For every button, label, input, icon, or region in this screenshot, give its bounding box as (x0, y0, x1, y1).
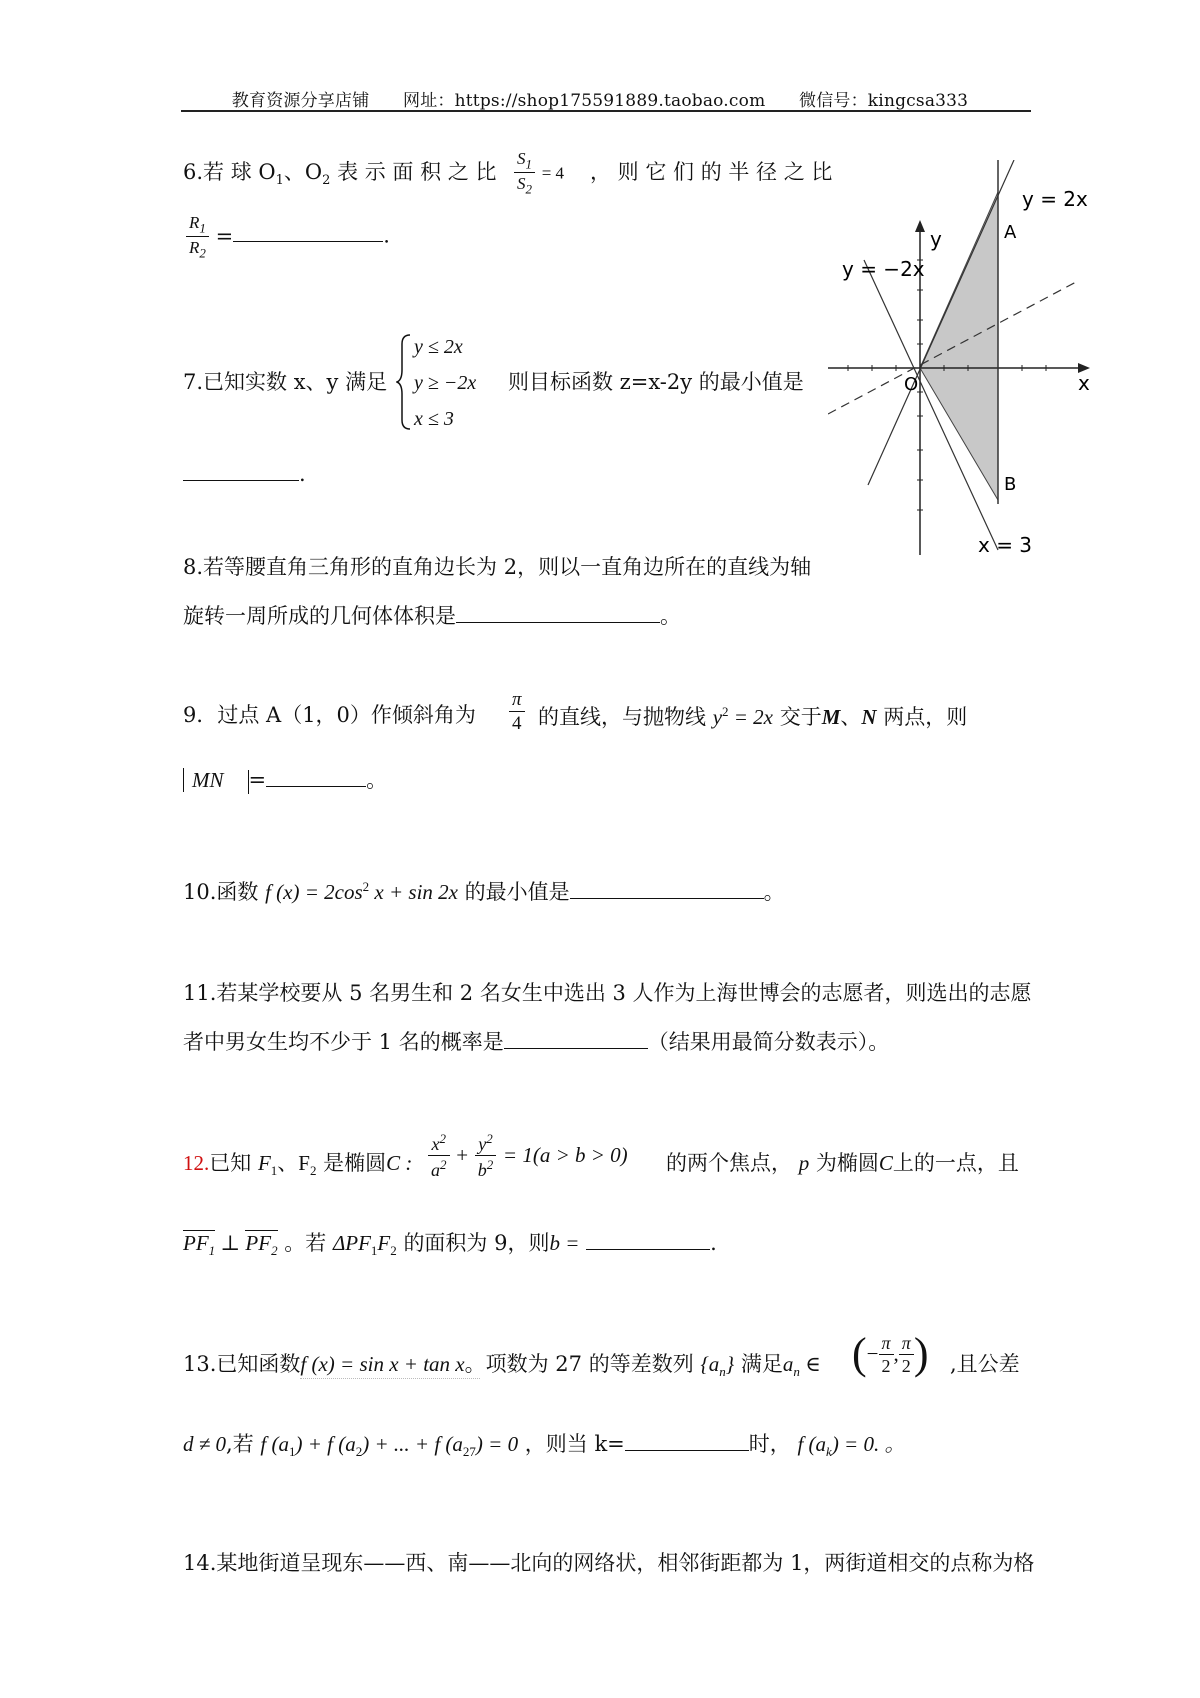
header-divider (181, 110, 1031, 112)
question-10: 10.函数 f $(x) = 2\cos^2$ x + sin 2x 的最小值是 。 (183, 879, 785, 904)
dotted-underline (300, 1378, 480, 1379)
header-url: 网址：https://shop175591889.taobao.com (403, 91, 766, 111)
question-7-prefix: 7.已知实数 x、y 满足 (183, 370, 388, 394)
label-y-2x: y = 2x (1022, 187, 1088, 211)
question-12-line2: $PF_1$ ⊥ $PF_2$ 。若 $\Delta PF_1F_2$ 的面积为 9，则b = . (183, 1231, 717, 1259)
question-12-ellipse-eq: $\frac{x^2}{a^2}$ + $\frac{y^2}{b^2}$ = 1(a > b > 0) (428, 1132, 628, 1179)
answer-blank-10[interactable] (570, 880, 764, 899)
label-x: x (1078, 371, 1090, 395)
constraint-2: y ≥ −2x (414, 372, 477, 394)
question-6-line2: $\frac{R_1}{R_2}$ = . (186, 214, 390, 260)
answer-blank-12[interactable] (586, 1231, 710, 1250)
answer-blank-6[interactable] (233, 223, 383, 242)
question-7-suffix: 则目标函数 z=x-2y 的最小值是 (508, 370, 804, 394)
question-14-line1: 14.某地街道呈现东——西、南——北向的网络状，相邻街距都为 1，两街道相交的点称为格 (183, 1551, 1035, 1575)
question-9-prefix: 9．过点 A（1，0）作倾斜角为 (183, 703, 476, 727)
answer-blank-13[interactable] (625, 1432, 749, 1451)
label-y-neg2x: y = −2x (842, 257, 925, 281)
question-13-line1b: ,且公差 (950, 1352, 1020, 1376)
label-point-A: A (1004, 222, 1017, 243)
feasible-region-graph (828, 160, 1100, 560)
question-12-line1a: 12.已知 $F_1$、$F_2$ 是椭圆C : (183, 1151, 413, 1179)
header-shop: 教育资源分享店铺 (231, 91, 370, 111)
question-11-line2: 者中男女生均不少于 1 名的概率是 （结果用最简分数表示）。 (183, 1030, 890, 1054)
question-9-mid: 的直线，与抛物线 $y^2 = 2x$ 交于M、N 两点，则 (538, 704, 968, 729)
question-11-line1: 11.若某学校要从 5 名男生和 2 名女生中选出 3 人作为上海世博会的志愿者，则选出的志愿 (183, 981, 1032, 1005)
question-13-interval: (− $\frac{\pi}{2}$ , $\frac{\pi}{2}$ ) (852, 1329, 929, 1378)
question-13-line1a: 13.已知函数f (x) = sin x + tan x。项数为 27 的等差数列 $\{a_n\}$ 满足$a_n$ ∈ (183, 1352, 821, 1380)
label-point-B: B (1004, 474, 1017, 495)
answer-blank-7[interactable] (183, 462, 299, 481)
question-9-line2: MN = 。 (183, 768, 387, 794)
question-6-suffix: ， 则 它 们 的 半 径 之 比 (590, 160, 833, 184)
constraint-1: y ≤ 2x (414, 336, 463, 358)
label-x-eq-3: x = 3 (978, 533, 1033, 557)
answer-blank-8[interactable] (456, 604, 660, 623)
answer-blank-11[interactable] (504, 1030, 648, 1049)
system-brace (396, 332, 414, 432)
question-9-fraction: $\frac{\pi}{4}$ (509, 690, 525, 733)
label-origin: O (904, 374, 919, 395)
answer-blank-9[interactable] (266, 768, 366, 787)
label-y: y (930, 227, 942, 251)
y-axis-arrow (915, 220, 925, 232)
question-13-line2: d ≠ 0,若 f $(a_1) + f$ $(a_2)$ + ... + f $(a_{27}) = 0$ ，则当 k= 时， f $(a_k) = 0$. 。 (183, 1432, 906, 1460)
page-header (0, 86, 1200, 111)
question-6-line1: 6.若 球 $O_1$、$O_2$ 表 示 面 积 之 比 (183, 160, 497, 189)
question-8-line1: 8.若等腰直角三角形的直角边长为 2，则以一直角边所在的直线为轴 (183, 555, 812, 579)
question-12-line1b: 的两个焦点， p 为椭圆C上的一点，且 (666, 1151, 1019, 1175)
question-7-line2: . (183, 462, 306, 485)
constraint-3: x ≤ 3 (414, 408, 454, 430)
question-6-fraction: $\frac{S_1}{S_2}$ = 4 (514, 150, 564, 196)
header-wechat: 微信号：kingcsa333 (799, 91, 969, 111)
question-8-line2: 旋转一周所成的几何体体积是 。 (183, 604, 681, 628)
